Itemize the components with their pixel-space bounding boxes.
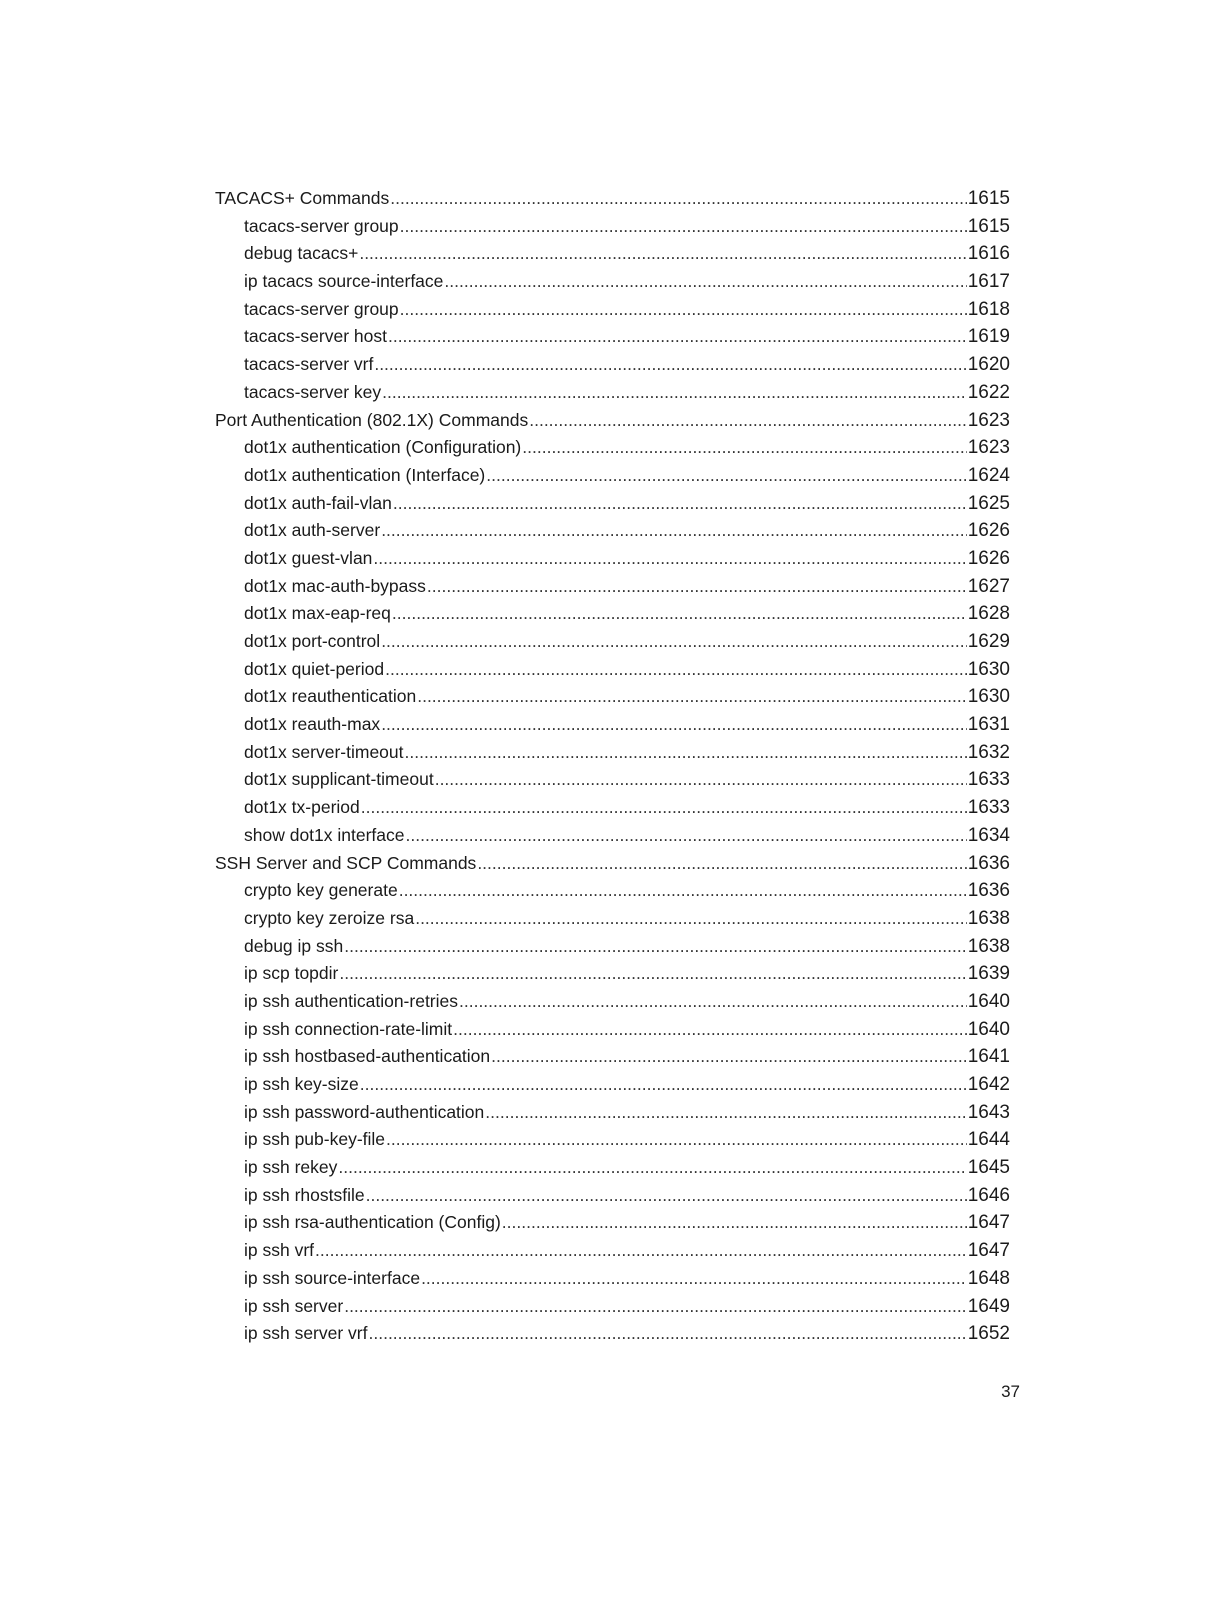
- dot-leader: [381, 628, 967, 656]
- toc-entry-page: 1626: [967, 520, 1010, 542]
- toc-subentry[interactable]: [215, 1209, 1010, 1237]
- dot-leader: [392, 600, 967, 628]
- toc-entry-page: 1647: [967, 1240, 1010, 1262]
- toc-entry-page: 1638: [967, 935, 1010, 957]
- toc-entry-page: 1617: [967, 271, 1010, 293]
- toc-entry-title: ip ssh rsa-authentication (Config): [244, 1212, 501, 1233]
- toc-subentry[interactable]: [215, 600, 1010, 628]
- toc-entry-title: dot1x max-eap-req: [244, 603, 391, 624]
- toc-entry-page: 1627: [967, 575, 1010, 597]
- dot-leader: [381, 517, 967, 545]
- dot-leader: [406, 822, 967, 850]
- toc-subentry[interactable]: [215, 351, 1010, 379]
- toc-subentry[interactable]: [215, 268, 1010, 296]
- toc-entry-title: crypto key zeroize rsa: [244, 907, 415, 928]
- toc-entry-page: 1648: [967, 1267, 1010, 1289]
- dot-leader: [369, 1320, 967, 1348]
- dot-leader: [421, 1265, 967, 1293]
- dot-leader: [485, 1099, 966, 1127]
- toc-subentry[interactable]: [215, 905, 1010, 933]
- toc-entry-title: show dot1x interface: [244, 824, 405, 845]
- toc-subentry[interactable]: [215, 1320, 1010, 1348]
- toc-subentry[interactable]: [215, 988, 1010, 1016]
- toc-entry-page: 1623: [967, 437, 1010, 459]
- dot-leader: [400, 296, 967, 324]
- dot-leader: [400, 213, 967, 241]
- toc-entry-page: 1626: [967, 547, 1010, 569]
- toc-section-entry[interactable]: [215, 850, 1010, 878]
- toc-subentry[interactable]: [215, 490, 1010, 518]
- toc-subentry[interactable]: [215, 1099, 1010, 1127]
- toc-subentry[interactable]: [215, 960, 1010, 988]
- toc-entry-title: tacacs-server host: [244, 326, 387, 347]
- toc-entry-title: tacacs-server key: [244, 381, 382, 402]
- toc-entry-title: ip ssh hostbased-authentication: [244, 1046, 491, 1067]
- toc-entry-page: 1646: [967, 1184, 1010, 1206]
- toc-entry-page: 1632: [967, 741, 1010, 763]
- page-number: 37: [1001, 1382, 1020, 1401]
- toc-entry-title: dot1x quiet-period: [244, 658, 385, 679]
- dot-leader: [338, 1154, 966, 1182]
- dot-leader: [427, 573, 967, 601]
- toc-entry-title: ip ssh source-interface: [244, 1267, 421, 1288]
- toc-entry-title: dot1x supplicant-timeout: [244, 769, 434, 790]
- toc-subentry[interactable]: [215, 1182, 1010, 1210]
- dot-leader: [361, 794, 967, 822]
- toc-entry-page: 1642: [967, 1074, 1010, 1095]
- toc-subentry[interactable]: [215, 766, 1010, 794]
- dot-leader: [502, 1209, 967, 1237]
- toc-entry-page: 1615: [967, 188, 1010, 209]
- toc-entry-title: dot1x tx-period: [244, 797, 360, 818]
- toc-entry-page: 1640: [967, 1018, 1010, 1040]
- dot-leader: [388, 323, 967, 351]
- toc-entry-title: ip scp topdir: [244, 963, 339, 984]
- toc-entry-page: 1644: [967, 1129, 1010, 1151]
- toc-entry-page: 1631: [967, 714, 1010, 736]
- dot-leader: [315, 1237, 967, 1265]
- toc-entry-page: 1649: [967, 1295, 1010, 1317]
- toc-subentry[interactable]: [215, 794, 1010, 822]
- toc-subentry[interactable]: [215, 1016, 1010, 1044]
- toc-entry-page: 1620: [967, 354, 1010, 376]
- dot-leader: [435, 766, 967, 794]
- toc-entry-page: 1645: [967, 1157, 1010, 1179]
- toc-entry-title: dot1x authentication (Interface): [244, 464, 486, 485]
- dot-leader: [344, 1293, 967, 1321]
- toc-subentry[interactable]: [215, 933, 1010, 961]
- toc-entry-title: tacacs-server group: [244, 298, 399, 319]
- dot-leader: [385, 656, 967, 684]
- toc-entry-title: tacacs-server vrf: [244, 354, 374, 375]
- toc-entry-page: 1636: [967, 880, 1010, 902]
- toc-entry-title: dot1x reauthentication: [244, 686, 417, 707]
- toc-entry-title: Port Authentication (802.1X) Commands: [215, 409, 529, 430]
- toc-entry-page: 1619: [967, 326, 1010, 348]
- toc-entry-page: 1652: [967, 1323, 1010, 1345]
- dot-leader: [366, 1182, 967, 1210]
- toc-entry-page: 1636: [967, 852, 1010, 874]
- toc-entry-title: ip ssh rhostsfile: [244, 1184, 365, 1205]
- toc-subentry[interactable]: [215, 1293, 1010, 1321]
- dot-leader: [453, 1016, 967, 1044]
- toc-entry-title: SSH Server and SCP Commands: [215, 852, 477, 873]
- toc-entry-title: dot1x reauth-max: [244, 714, 381, 735]
- toc-entry-title: debug ip ssh: [244, 935, 344, 956]
- toc-subentry[interactable]: [215, 1071, 1010, 1099]
- toc-subentry[interactable]: [215, 1154, 1010, 1182]
- dot-leader: [486, 462, 966, 490]
- toc-entry-page: 1623: [967, 409, 1010, 431]
- toc-entry-page: 1641: [967, 1046, 1010, 1068]
- toc-subentry[interactable]: [215, 1265, 1010, 1293]
- toc-entry-page: 1639: [967, 963, 1010, 985]
- toc-subentry[interactable]: [215, 462, 1010, 490]
- toc-subentry[interactable]: [215, 711, 1010, 739]
- dot-leader: [359, 240, 966, 268]
- toc-entry-title: ip ssh vrf: [244, 1240, 315, 1261]
- toc-subentry[interactable]: [215, 213, 1010, 241]
- toc-entry-page: 1647: [967, 1212, 1010, 1234]
- toc-entry-title: debug tacacs+: [244, 243, 359, 264]
- dot-leader: [415, 905, 967, 933]
- toc-section-entry[interactable]: [215, 407, 1010, 435]
- toc-subentry[interactable]: [215, 296, 1010, 324]
- table-of-contents: [215, 185, 1010, 1348]
- dot-leader: [459, 988, 967, 1016]
- dot-leader: [491, 1043, 967, 1071]
- toc-subentry[interactable]: [215, 323, 1010, 351]
- toc-subentry[interactable]: [215, 628, 1010, 656]
- toc-entry-page: 1643: [967, 1101, 1010, 1123]
- dot-leader: [529, 407, 966, 435]
- dot-leader: [381, 711, 967, 739]
- dot-leader: [360, 1071, 967, 1099]
- toc-entry-page: 1624: [967, 464, 1010, 486]
- toc-entry-title: crypto key generate: [244, 880, 398, 901]
- toc-entry-page: 1628: [967, 603, 1010, 625]
- toc-entry-title: dot1x authentication (Configuration): [244, 437, 522, 458]
- toc-entry-page: 1625: [967, 492, 1010, 514]
- dot-leader: [374, 351, 966, 379]
- toc-entry-title: ip ssh connection-rate-limit: [244, 1018, 453, 1039]
- toc-entry-title: dot1x mac-auth-bypass: [244, 575, 426, 596]
- toc-entry-title: ip ssh authentication-retries: [244, 990, 458, 1011]
- dot-leader: [477, 850, 966, 878]
- toc-entry-page: 1638: [967, 907, 1010, 929]
- toc-subentry[interactable]: [215, 1237, 1010, 1265]
- dot-leader: [382, 379, 967, 407]
- toc-entry-page: 1640: [967, 990, 1010, 1012]
- toc-entry-title: dot1x guest-vlan: [244, 547, 373, 568]
- toc-subentry[interactable]: [215, 739, 1010, 767]
- toc-entry-title: dot1x port-control: [244, 631, 381, 651]
- toc-subentry[interactable]: [215, 656, 1010, 684]
- toc-entry-page: 1629: [967, 631, 1010, 652]
- dot-leader: [339, 960, 966, 988]
- toc-entry-title: ip ssh server vrf: [244, 1323, 368, 1344]
- toc-entry-page: 1615: [967, 215, 1010, 237]
- dot-leader: [399, 877, 967, 905]
- toc-entry-page: 1616: [967, 243, 1010, 265]
- dot-leader: [405, 739, 967, 767]
- toc-entry-page: 1633: [967, 797, 1010, 819]
- toc-entry-page: 1634: [967, 824, 1010, 846]
- toc-entry-title: ip ssh pub-key-file: [244, 1129, 386, 1150]
- dot-leader: [444, 268, 966, 296]
- toc-entry-title: dot1x server-timeout: [244, 741, 404, 762]
- dot-leader: [417, 683, 967, 711]
- toc-entry-page: 1633: [967, 769, 1010, 791]
- toc-entry-title: dot1x auth-fail-vlan: [244, 492, 392, 513]
- toc-entry-title: ip ssh key-size: [244, 1074, 359, 1094]
- toc-subentry[interactable]: [215, 877, 1010, 905]
- toc-entry-title: TACACS+ Commands: [215, 188, 390, 208]
- toc-entry-page: 1618: [967, 298, 1010, 320]
- toc-subentry[interactable]: [215, 573, 1010, 601]
- toc-subentry[interactable]: [215, 545, 1010, 573]
- dot-leader: [393, 490, 967, 518]
- toc-entry-title: ip ssh server: [244, 1295, 344, 1316]
- toc-section-entry[interactable]: [215, 185, 1010, 213]
- toc-entry-title: tacacs-server group: [244, 215, 399, 236]
- dot-leader: [373, 545, 966, 573]
- toc-entry-title: ip ssh rekey: [244, 1157, 338, 1178]
- toc-entry-page: 1630: [967, 686, 1010, 708]
- toc-subentry[interactable]: [215, 517, 1010, 545]
- dot-leader: [386, 1126, 967, 1154]
- dot-leader: [344, 933, 966, 961]
- toc-subentry[interactable]: [215, 379, 1010, 407]
- dot-leader: [522, 434, 966, 462]
- toc-entry-page: 1622: [967, 381, 1010, 403]
- toc-subentry[interactable]: [215, 683, 1010, 711]
- toc-subentry[interactable]: [215, 1126, 1010, 1154]
- dot-leader: [390, 185, 966, 213]
- toc-subentry[interactable]: [215, 822, 1010, 850]
- toc-subentry[interactable]: [215, 1043, 1010, 1071]
- toc-entry-title: dot1x auth-server: [244, 520, 381, 541]
- toc-entry-page: 1630: [967, 658, 1010, 680]
- toc-entry-title: ip tacacs source-interface: [244, 271, 444, 292]
- toc-entry-title: ip ssh password-authentication: [244, 1101, 485, 1122]
- toc-subentry[interactable]: [215, 434, 1010, 462]
- toc-subentry[interactable]: [215, 240, 1010, 268]
